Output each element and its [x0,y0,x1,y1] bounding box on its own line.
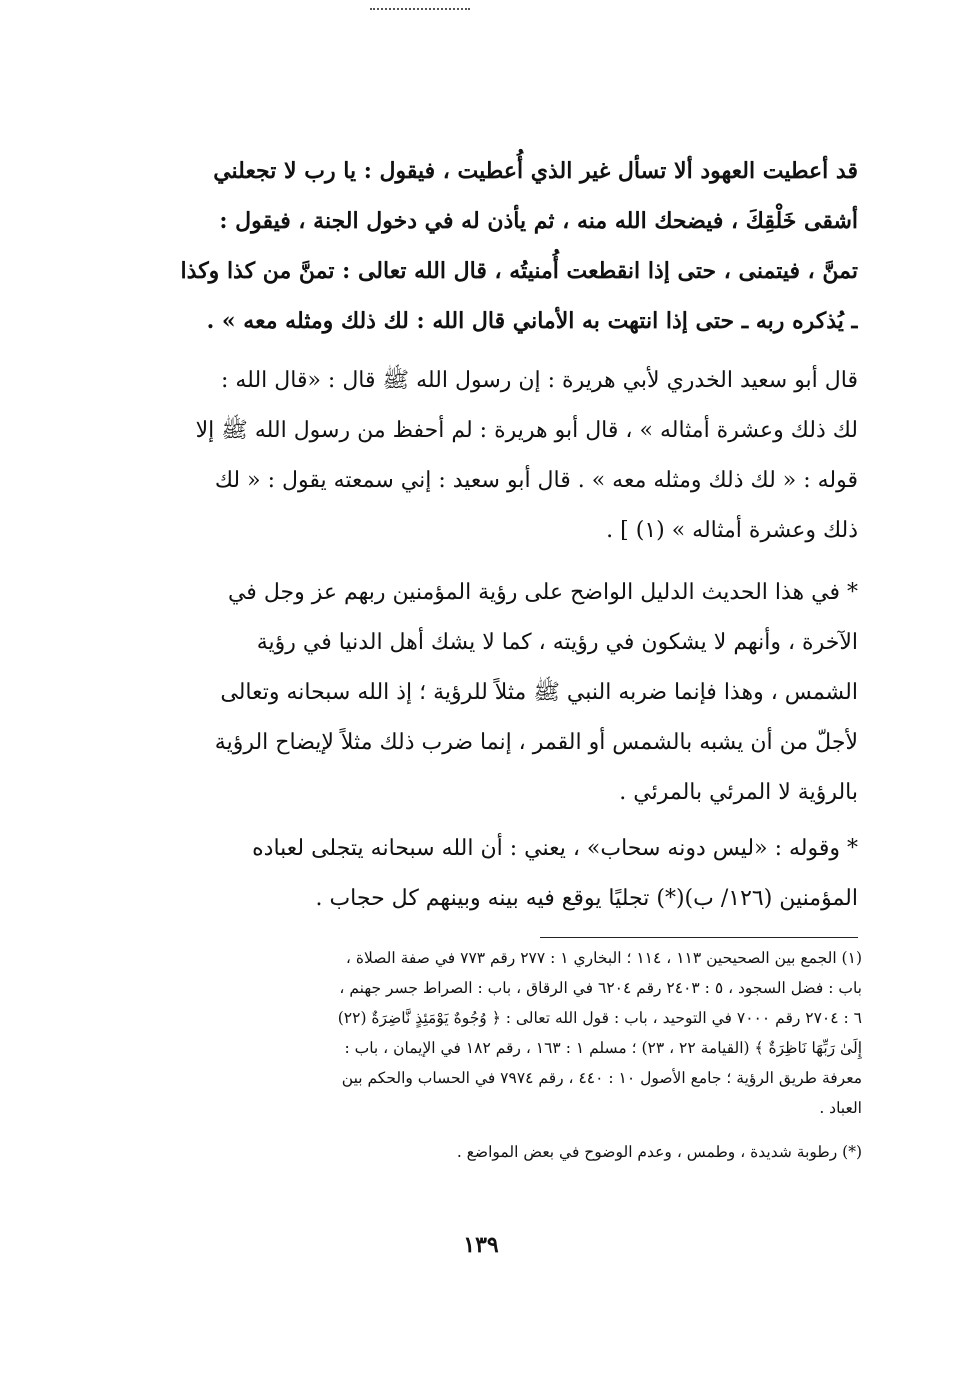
text-line: لأجلّ من أن يشبه بالشمس أو القمر ، إنما ضرب ذلك مثلاً لإيضاح الرؤية [214,730,858,755]
footnote-line: معرفة طريق الرؤية ؛ جامع الأصول ١٠ : ٤٤٠ ، رقم ٧٩٧٤ في الحساب والحكم بين [341,1069,862,1087]
paragraph-commentary-vision [140,568,858,818]
text-line: الآخرة ، وأنهم لا يشكون في رؤيته ، كما لا يشك أهل الدنيا في رؤية [256,630,858,655]
text-line: قد أعطيت العهود ألا تسأل غير الذي أُعطيت ، فيقول : يا رب لا تجعلني [213,158,858,184]
footnote-line: باب : فضل السجود ، ٥ : ٢٤٠٣ رقم ٦٢٠٤ في الرقاق ، باب : الصراط جسر جهنم ، [339,979,862,997]
footnote-line: ٦ : ٢٧٠٤ رقم ٧٠٠٠ في التوحيد ، باب : قول الله تعالى : ﴿ وُجُوهٌ يَوْمَئِذٍ نَّاضِرَةٌ (٢٢) [337,1009,862,1027]
footnote-1 [140,943,862,1123]
text-line: الشمس ، وهذا فإنما ضربه النبي ﷺ مثلاً للرؤية ؛ إذ الله سبحانه وتعالى [220,680,858,705]
footnote-asterisk [140,1137,862,1167]
text-line: * وقوله : «ليس دونه سحاب» ، يعني : أن الله سبحانه يتجلى لعباده [252,836,858,861]
top-ornament-rule [370,8,470,10]
footnote-line: العباد . [819,1099,862,1117]
text-line: بالرؤية لا المرئي بالمرئي . [619,780,858,805]
text-line: لك ذلك وعشرة أمثاله » ، قال أبو هريرة : لم أحفظ من رسول الله ﷺ إلا [195,418,858,443]
text-line: تمنَّ ، فيتمنى ، حتى إذا انقطعت أُمنيتُه ، قال الله تعالى : تمنَّ من كذا وكذا [180,258,858,284]
footnote-line: (١) الجمع بين الصحيحين ١١٣ ، ١١٤ ؛ البخاري ١ : ٢٧٧ رقم ٧٧٣ في صفة الصلاة ، [345,949,862,967]
text-line: ـ يُذكره ربه ـ حتى إذا انتهت به الأماني قال الله : لك ذلك ومثله معه » . [206,308,858,334]
text-line: * في هذا الحديث الدليل الواضح على رؤية المؤمنين ربهم عز وجل في [227,580,858,605]
text-line: المؤمنين (١٢٦/ ب)(*) تجليًا يوقع فيه بينه وبينهم كل حجاب . [315,886,858,911]
footnote-separator [540,937,858,938]
text-line: قال أبو سعيد الخدري لأبي هريرة : إن رسول الله ﷺ قال : «قال الله : [220,368,858,393]
paragraph-commentary-cloud [140,824,858,924]
footnote-line: إِلَىٰ رَبِّهَا نَاظِرَةٌ ﴾ (القيامة ٢٢ ، ٢٣) ؛ مسلم ١ : ١٦٣ ، رقم ١٨٢ في الإيمان ، باب : [344,1039,862,1057]
page-number: ١٣٩ [463,1232,499,1258]
text-line: ذلك وعشرة أمثاله » (١) ] . [606,518,858,543]
footnote-line: (*) رطوبة شديدة ، وطمس ، وعدم الوضوح في بعض المواضع . [456,1143,862,1161]
paragraph-hadith [140,146,858,346]
footnotes [140,943,862,1167]
text-line: قوله : « لك ذلك ومثله معه » . قال أبو سعيد : إني سمعته يقول : « لك [214,468,858,493]
text-line: أشقى خَلْقِكَ ، فيضحك الله منه ، ثم يأذن له في دخول الجنة ، فيقول : [219,208,858,234]
paragraph-narration [140,356,858,556]
